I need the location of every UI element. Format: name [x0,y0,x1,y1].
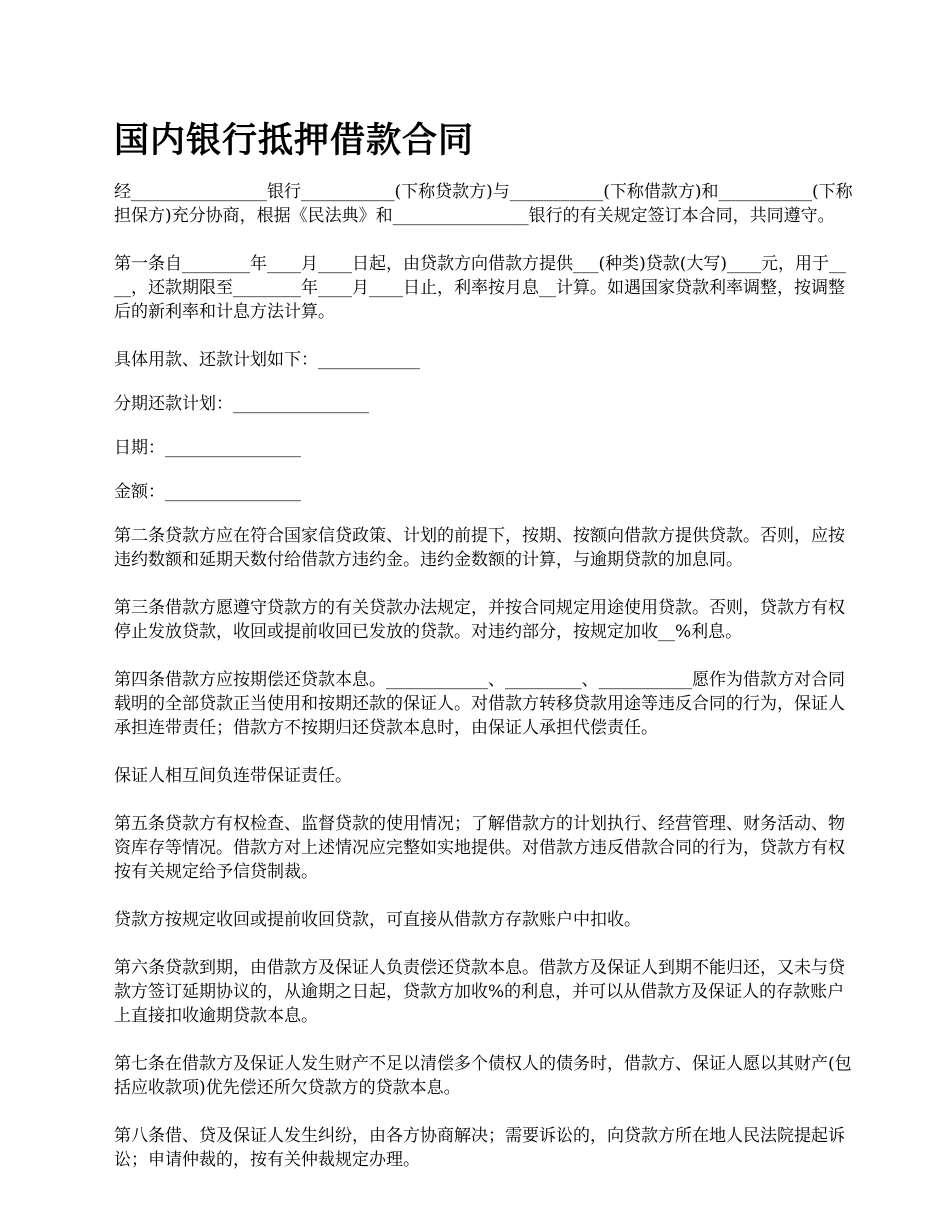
article-3-paragraph: 第三条借款方愿遵守贷款方的有关贷款办法规定，并按合同规定用途使用贷款。否则，贷款方有权停止发放贷款，收回或提前收回已发放的贷款。对违约部分，按规定加收__%利息。 [114,598,845,642]
article-7-paragraph: 第七条在借款方及保证人发生财产不足以清偿多个债权人的债务时，借款方、保证人愿以其财产(包括应收款项)优先偿还所欠贷款方的贷款本息。 [114,1054,852,1098]
preamble-paragraph: 经________________银行___________(下称贷款方)与___________(下称借款方)和___________(下称担保方)充分协商，根据《民法典》和________________银行的有关规定签订本合同，共同遵守。 [114,182,853,226]
article-5-paragraph: 第五条贷款方有权检查、监督贷款的使用情况；了解借款方的计划执行、经营管理、财务活动、物资库存等情况。借款方对上述情况应完整如实地提供。对借款方违反借款合同的行为，贷款方有权按有关规定给予信贷制裁。 [114,814,845,882]
joint-guarantee-paragraph: 保证人相互间负连带保证责任。 [114,766,352,786]
deduction-paragraph: 贷款方按规定收回或提前收回贷款，可直接从借款方存款账户中扣收。 [114,910,641,930]
document-body [114,180,854,1196]
article-1-paragraph: 第一条自________年____月____日起，由贷款方向借款方提供___(种类)贷款(大写)____元，用于____，还款期限至________年____月____日止，利率按月息__计算。如遇国家贷款利率调整，按调整后的新利率和计息方法计算。 [114,254,847,322]
installment-plan-line: 分期还款计划：________________ [114,394,369,414]
article-2-paragraph: 第二条贷款方应在符合国家信贷政策、计划的前提下，按期、按额向借款方提供贷款。否则，应按违约数额和延期天数付给借款方违约金。违约金数额的计算，与逾期贷款的加息同。 [114,526,845,570]
article-4-paragraph: 第四条借款方应按期偿还贷款本息。____________、_________、___________愿作为借款方对合同载明的全部贷款正当使用和按期还款的保证人。对借款方转移贷款用途等违反合同的行为，保证人承担连带责任；借款方不按期归还贷款本息时，由保证人承担代偿责任。 [114,670,845,738]
date-line: 日期：________________ [114,438,301,458]
plan-paragraph: 具体用款、还款计划如下：____________ [114,350,420,370]
article-8-paragraph: 第八条借、贷及保证人发生纠纷，由各方协商解决；需要诉讼的，向贷款方所在地人民法院提起诉讼；申请仲裁的，按有关仲裁规定办理。 [114,1126,845,1170]
article-6-paragraph: 第六条贷款到期，由借款方及保证人负责偿还贷款本息。借款方及保证人到期不能归还，又未与贷款方签订延期协议的，从逾期之日起，贷款方加收%的利息，并可以从借款方及保证人的存款账户上直接扣收逾期贷款本息。 [114,958,845,1026]
amount-line: 金额：________________ [114,482,301,502]
document-title: 国内银行抵押借款合同 [114,121,475,161]
